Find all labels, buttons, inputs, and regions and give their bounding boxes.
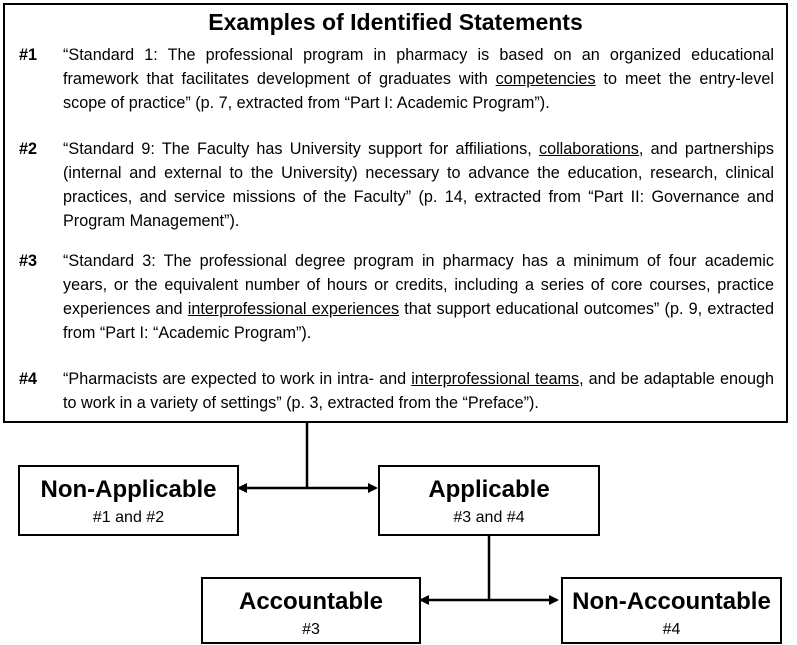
node-sublabel: #3 and #4 bbox=[453, 509, 525, 526]
statement-4: #4 “Pharmacists are expected to work in intra- and interprofessional teams, and be adaptable enough to work in a variety of settings” (p. 3, extracted from the “Preface”). bbox=[19, 367, 774, 415]
statement-number: #3 bbox=[19, 252, 38, 270]
node-label: Non-Applicable bbox=[40, 476, 217, 503]
statement-2: #2 “Standard 9: The Faculty has University support for affiliations, collaborations, and partnerships (internal and external to the University) necessary to advance the education, research, clinical practices, and service missions of the Faculty” (p. 14, extracted from “Part II: Governance and Program Management”). bbox=[19, 137, 774, 233]
statement-3: #3 “Standard 3: The professional degree program in pharmacy has a minimum of four academic years, or the equivalent number of hours or credits, including a series of core courses, practice experiences and interprofessional experiences that support educational outcomes” (p. 9, extracted from “Part I: “Academic Program”). bbox=[19, 249, 774, 345]
node-label: Accountable bbox=[238, 588, 384, 615]
node-sublabel: #4 bbox=[662, 621, 681, 638]
underlined-term: interprofessional teams bbox=[411, 370, 580, 388]
node-applicable bbox=[378, 465, 600, 536]
node-non-applicable bbox=[18, 465, 239, 536]
node-non-accountable bbox=[561, 577, 782, 644]
node-label: Applicable bbox=[428, 476, 550, 503]
underlined-term: competencies bbox=[495, 70, 596, 88]
node-accountable bbox=[201, 577, 421, 644]
statements-box bbox=[3, 3, 788, 423]
node-sublabel: #1 and #2 bbox=[92, 509, 165, 526]
underlined-term: interprofessional experiences bbox=[187, 300, 400, 318]
underlined-term: collaborations bbox=[538, 140, 639, 158]
statement-number: #2 bbox=[19, 140, 38, 158]
statement-number: #1 bbox=[19, 46, 38, 64]
node-label: Non-Accountable bbox=[572, 588, 771, 615]
node-sublabel: #3 bbox=[302, 621, 320, 638]
statement-1: #1 “Standard 1: The professional program in pharmacy is based on an organized educational framework that facilitates development of graduates with competencies to meet the entry-level scope of practice” (p. 7, extracted from “Part I: Academic Program”). bbox=[19, 43, 774, 115]
statement-number: #4 bbox=[19, 370, 38, 388]
box-title: Examples of Identified Statements bbox=[208, 9, 583, 35]
